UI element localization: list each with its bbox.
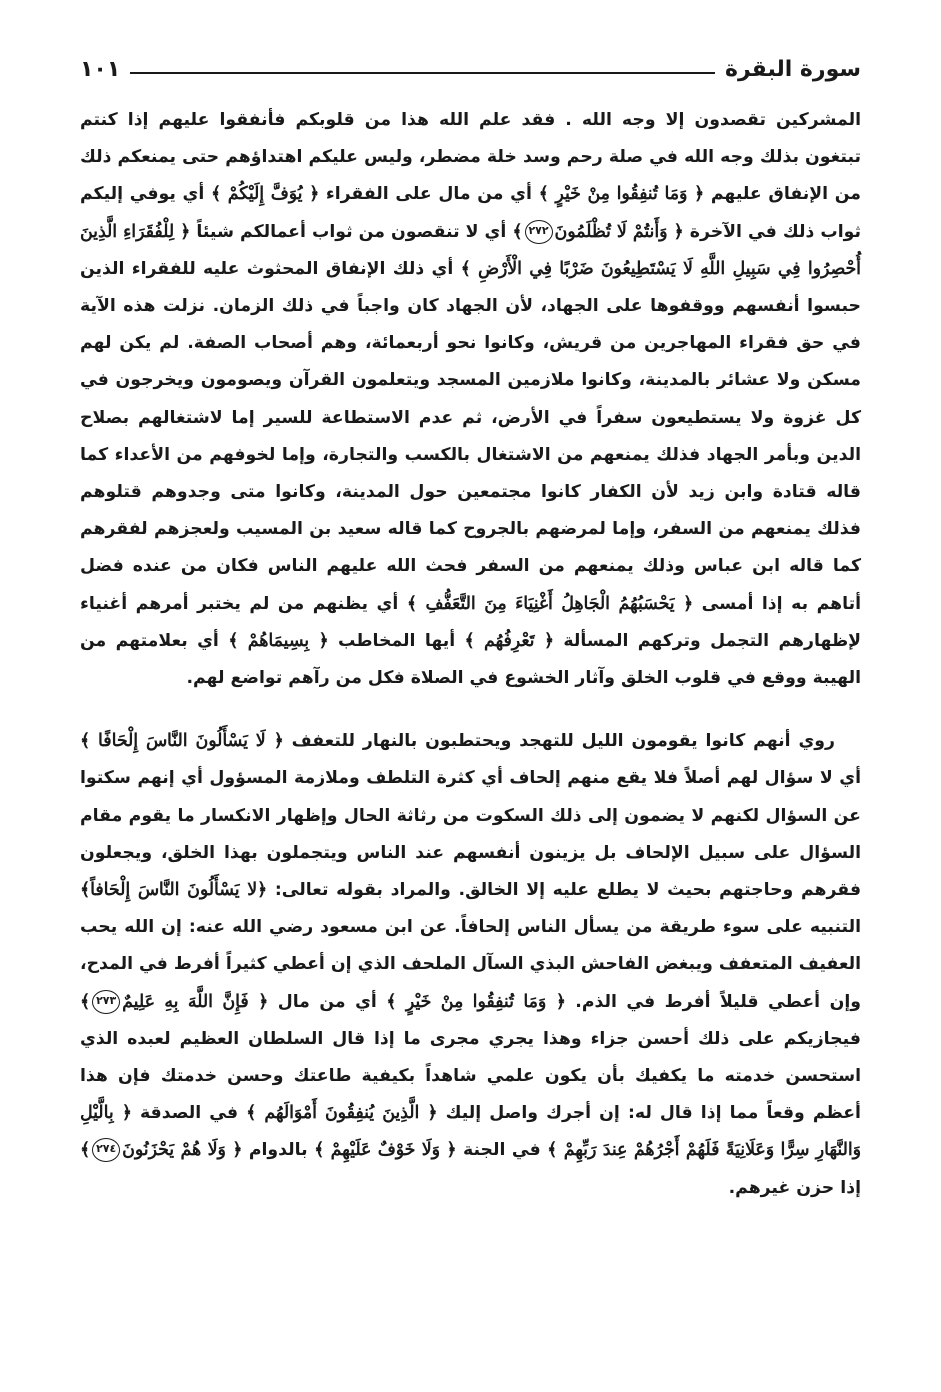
quran-quote: ﴾: [80, 991, 91, 1012]
quran-quote: ﴿ تَعْرِفُهُم ﴾: [464, 630, 554, 651]
page-number: ١٠١: [80, 56, 121, 82]
header-rule: [130, 72, 715, 74]
body-text: أي لا سؤال لهم أصلاً فلا يقع منهم إلحاف أي كثرة التلطف وملازمة المسؤول أي إنهم سكتوا عن السؤال لكنهم لا يضمون إلى ذلك السكوت من رثاثة الحال وإظهار الانكسار ما يقوم مقام السؤال على سبيل الإلحاف بل يزينون أنفسهم عند الناس ويتجملون بهذا الخلق، ويجعلون فقرهم وحاجتهم بحيث لا يطلع عليه إلا الخالق. والمراد بقوله تعالى:: [80, 768, 862, 901]
quran-quote: ﴿لا يَسْأَلُونَ النَّاسَ إِلْحَافاً﴾: [80, 880, 268, 901]
quran-quote: ﴿ لِلْفُقَرَاءِ الَّذِينَ أُحْصِرُوا فِي سَبِيلِ اللَّهِ لَا يَسْتَطِيعُونَ ضَرْبًا فِي الْأَرْضِ ﴾: [80, 221, 861, 279]
body-text: بالدوام: [242, 1140, 315, 1161]
body-text: أي من مال على الفقراء: [319, 184, 539, 205]
quran-quote: ﴿ وَلَا خَوْفٌ عَلَيْهِمْ ﴾: [314, 1140, 457, 1161]
quran-quote: ﴿ وَأَنتُمْ لَا تُظْلَمُونَ: [554, 221, 684, 242]
quran-quote: ﴿ يُوَفَّ إِلَيْكُمْ ﴾: [210, 184, 320, 205]
quran-quote: ﴿ وَمَا تُنفِقُوا مِنْ خَيْرٍ ﴾: [386, 991, 566, 1012]
quran-quote: ﴿ لَا يَسْأَلُونَ النَّاسَ إِلْحَافًا ﴾: [80, 731, 284, 752]
body-text: أيها المخاطب: [328, 630, 465, 651]
body-text: المشركين تقصدون إلا وجه الله . فقد علم الله هذا من قلوبكم فأنفقوا عليهم إذا كنتم تبتغون بذلك وجه الله في صلة رحم وسد خلة مضطر، وليس عليكم اهتداؤهم حتى يمنعكم ذلك من الإنفاق عليهم: [80, 110, 861, 205]
body-text: التنبيه على سوء طريقة من يسأل الناس إلحافاً. عن ابن مسعود رضي الله عنه: إن الله يحب العفيف المتعفف ويبغض الفاحش البذي السآل الملحف الذي إن أعطي كثيراً أفرط في المدح، وإن أعطي قليلاً أفرط في الذم.: [80, 917, 861, 1012]
quran-quote: ﴿ وَلَا هُمْ يَحْزَنُونَ: [122, 1140, 243, 1161]
quran-quote: ﴿ بِالَّيْلِ وَالنَّهَارِ سِرًّا وَعَلَانِيَةً فَلَهُمْ أَجْرُهُمْ عِندَ رَبِّهِمْ ﴾: [80, 1103, 861, 1161]
ayah-number-marker: ٢٧٢: [525, 220, 553, 244]
quran-quote: ﴿ وَمَا تُنفِقُوا مِنْ خَيْرٍ ﴾: [538, 184, 705, 205]
quran-quote: ﴾: [80, 1140, 91, 1161]
paragraph: [80, 723, 861, 1207]
body-text: فيجازيكم على ذلك أحسن جزاء وهذا يجري مجرى ما إذا قال السلطان العظيم لعبده الذي استحسن خدمته ما يكفيك بأن يكون علمي شاهداً بكيفية طاعتك وحسن خدمتك فإن هذا أعظم وقعاً مما إذا قال له: إن أجرك واصل إليك: [80, 1028, 861, 1124]
quran-quote: ﴿ بِسِيمَاهُمْ ﴾: [228, 630, 329, 651]
quran-quote: ﴾: [512, 221, 523, 242]
body-text: في الجنة: [456, 1140, 548, 1161]
quran-quote: ﴿ فَإِنَّ اللَّهَ بِهِ عَلِيمٌ: [122, 991, 269, 1012]
quran-quote: ﴿ يَحْسَبُهُمُ الْجَاهِلُ أَغْنِيَاءَ مِنَ التَّعَفُّفِ ﴾: [406, 593, 694, 614]
quran-quote: ﴿ الَّذِينَ يُنفِقُونَ أَمْوَالَهُم ﴾: [246, 1103, 438, 1124]
body-text: أي من مال: [268, 991, 387, 1012]
surah-name: سورة البقرة: [724, 56, 861, 82]
body-text: في الصدقة: [131, 1103, 247, 1124]
body-text: روي أنهم كانوا يقومون الليل للتهجد ويحتطبون بالنهار للتعفف: [283, 731, 835, 752]
ayah-number-marker: ٢٧٤: [92, 1138, 120, 1162]
body-text: أي يوفي إليكم ثواب ذلك في الآخرة: [80, 184, 861, 242]
page-body: [80, 102, 861, 1207]
body-text: أي ذلك الإنفاق المحثوث عليه للفقراء الذين حبسوا أنفسهم ووقفوها على الجهاد، لأن الجهاد كان واجباً في ذلك الزمان. نزلت هذه الآية في حق فقراء المهاجرين من قريش، وكانوا نحو أربعمائة، وهم أصحاب الصفة. لم يكن لهم مسكن ولا عشائر بالمدينة، وكانوا ملازمين المسجد ويتعلمون القرآن ويصومون ويخرجون في كل غزوة ولا يستطيعون سفراً في الأرض، ثم عدم الاستطاعة للسير إما لاشتغالهم بصلاح الدين وبأمر الجهاد فذلك يمنعهم من الاشتغال بالكسب والتجارة، وإما لخوفهم من الأعداء كما قاله قتادة وابن زيد لأن الكفار كانوا مجتمعين حول المدينة، وكانوا متى وجدوهم قتلوهم فذلك يمنعهم من السفر، وإما لمرضهم بالجروح كما قاله سعيد بن المسيب ولعجزهم لفقرهم كما قاله ابن عباس وذلك يمنعهم من السفر فحث الله عليهم الناس فكان من عنده فضل أتاهم به إذا أمسى: [80, 258, 862, 614]
body-text: إذا حزن غيرهم.: [728, 1177, 861, 1198]
body-text: أي بعلامتهم من الهيبة ووقع في قلوب الخلق وآثار الخشوع في الصلاة فكل من رآهم تواضع لهم.: [80, 630, 861, 689]
paragraph: [80, 102, 861, 697]
ayah-number-marker: ٢٧٣: [92, 990, 120, 1014]
body-text: أي يظنهم من لم يختبر أمرهم أغنياء لإظهارهم التجمل وتركهم المسألة: [80, 593, 861, 651]
page-header: [80, 52, 861, 86]
body-text: أي لا تنقصون من ثواب أعمالكم شيئاً: [190, 221, 513, 242]
